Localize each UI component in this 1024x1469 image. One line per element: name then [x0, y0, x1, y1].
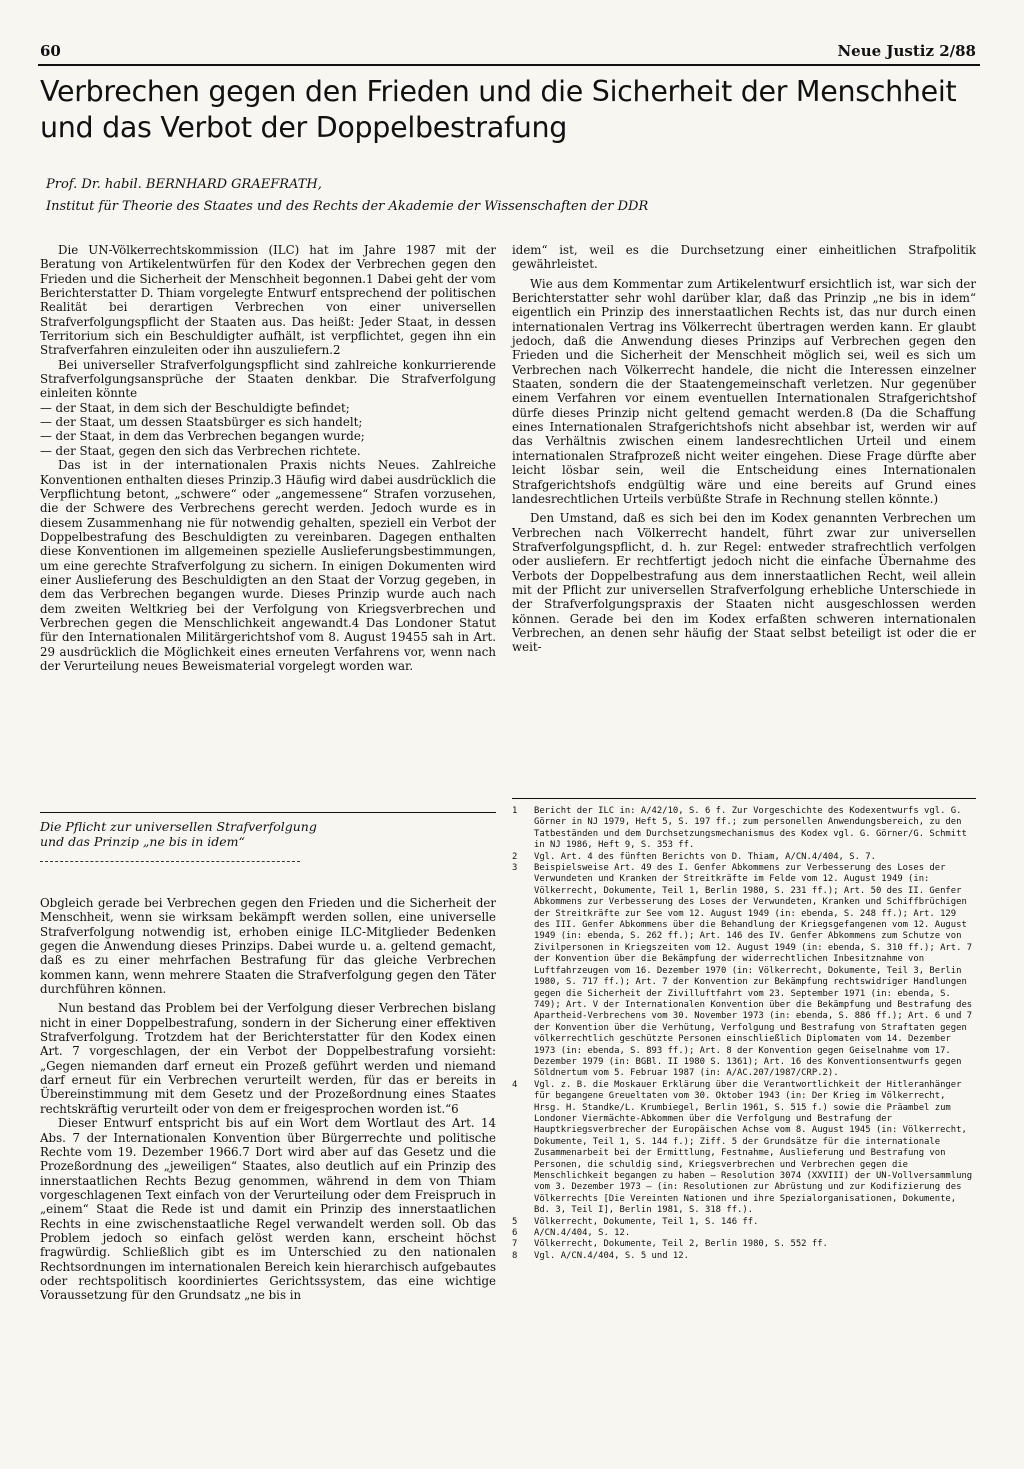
- section-heading-line: und das Prinzip „ne bis in idem“: [40, 834, 245, 849]
- footnote: [512, 1217, 976, 1228]
- footnote-number: 7: [512, 1239, 518, 1250]
- byline: [46, 174, 946, 218]
- footnote: [512, 1251, 976, 1262]
- paragraph: idem“ ist, weil es die Durchsetzung einer einheitlichen Strafpolitik gewährleistet.: [512, 243, 976, 272]
- footnote-number: 2: [512, 851, 518, 862]
- list-item: — der Staat, um dessen Staatsbürger es sich handelt;: [40, 415, 496, 429]
- footnote: [512, 1239, 976, 1250]
- left-column-top: [40, 243, 496, 673]
- paragraph: Wie aus dem Kommentar zum Artikelentwurf ersichtlich ist, war sich der Berichterstatter sehr wohl darüber klar, daß das Prinzip „ne bis in idem“ eigentlich ein Prinzip des innerstaatlichen Rechts ist, das nur durch einen internationalen Vertrag ins Völkerrecht übertragen werden kann. Er glaubt jedoch, daß die Anwendung dieses Prinzips auf Verbrechen gegen den Frieden und die Sicherheit der Menschheit möglich sei, weil es sich um Verbrechen nach Völkerrecht handele, die nicht die Interessen einzelner Staaten, sondern die der Staatengemeinschaft verletzen. Nur gegenüber einem Verfahren vor einem eventuellen Internationalen Strafgerichtshof dürfe dieses Prinzip nicht geltend gemacht werden.8 (Da die Schaffung eines Internationalen Strafgerichtshofs nicht absehbar ist, werden wir auf das Verhältnis zwischen einem landesrechtlichen Urteil und einem internationalen Strafprozeß nicht weiter eingehen. Diese Frage dürfte aber leicht lösbar sein, weil die Entscheidung eines Internationalen Strafgerichtshofs endgültig wäre und eine bereits auf Grund eines landesrechtlichen Urteils verbüßte Strafe in Rechnung stellen könnte.): [512, 276, 976, 506]
- article-title: Verbrechen gegen den Frieden und die Sicherheit der Menschheit und das Verbot der Doppelbestrafung: [40, 75, 957, 144]
- footnote-text: Völkerrecht, Dokumente, Teil 1, S. 146 ff.: [534, 1216, 759, 1227]
- footnote-text: Vgl. A/CN.4/404, S. 5 und 12.: [534, 1250, 689, 1261]
- paragraph: Obgleich gerade bei Verbrechen gegen den Frieden und die Sicherheit der Menschheit, wenn sie wirksam bekämpft werden sollen, eine universelle Strafverfolgung notwendig ist, erhoben einige ILC-Mitglieder Bedenken gegen die Anwendung dieses Prinzips. Dabei wurde u. a. geltend gemacht, daß es zu einer mehrfachen Bestrafung für das gleiche Verbrechen kommen kann, wenn mehrere Staaten die Strafverfolgung gegen den Täter durchführen können.: [40, 896, 496, 997]
- footnote-number: 5: [512, 1216, 518, 1227]
- footnote: [512, 1228, 976, 1239]
- author-affiliation: Institut für Theorie des Staates und des Rechts der Akademie der Wissenschaften der DDR: [46, 199, 649, 214]
- footnote-text: Vgl. z. B. die Moskauer Erklärung über die Verantwortlichkeit der Hitleranhänger für begangene Greueltaten vom 30. Oktober 1943 (in: Der Krieg im Völkerrecht, Hrsg. H. Standke/L. Krumbiegel, Berlin 1961, S. 515 f.) sowie die Präambel zum Londoner Viermächte-Abkommen über die Verfolgung und Bestrafung der Hauptkriegsverbrecher der Europäischen Achse vom 8. August 1945 (in: Völkerrecht, Dokumente, Teil 1, S. 144 f.); Ziff. 5 der Grundsätze für die internationale Zusammenarbeit bei der Ermittlung, Festnahme, Auslieferung und Bestrafung von Personen, die schuldig sind, Kriegsverbrechen und Verbrechen gegen die Menschlichkeit begangen zu haben – Resolution 3074 (XXVIII) der UN-Vollversammlung vom 3. Dezember 1973 – (in: Resolutionen zur Abrüstung und zur Kodifizierung des Völkerrechts [Die Vereinten Nationen und ihre Spezialorganisationen, Dokumente, Bd. 3, Teil I], Berlin 1981, S. 318 ff.).: [534, 1079, 973, 1216]
- author-name: Prof. Dr. habil. BERNHARD GRAEFRATH,: [46, 177, 322, 192]
- footnote: [512, 1080, 976, 1217]
- footnote-number: 4: [512, 1079, 518, 1090]
- paragraph: Das ist in der internationalen Praxis nichts Neues. Zahlreiche Konventionen enthalten dieses Prinzip.3 Häufig wird dabei ausdrücklich die Verpflichtung betont, „schwere“ oder „angemessene“ Strafen vorzusehen, die der Schwere des Verbrechens gerecht werden. Jedoch wurde es in diesem Zusammenhang nie für notwendig gehalten, speziell ein Verbot der Doppelbestrafung des Beschuldigten zu vereinbaren. Dagegen enthalten diese Konventionen im allgemeinen spezielle Auslieferungsbestimmungen, um eine gerechte Strafverfolgung zu sichern. In einigen Dokumenten wird einer Auslieferung des Beschuldigten an den Staat der Vorzug gegeben, in dem das Verbrechen begangen wurde. Dieses Prinzip wurde auch nach dem zweiten Weltkrieg bei der Verfolgung von Kriegsverbrechen und Verbrechen gegen die Menschlichkeit angewandt.4 Das Londoner Statut für den Internationalen Militärgerichtshof vom 8. August 19455 sah in Art. 29 ausdrücklich die Möglichkeit eines erneuten Verfahrens vor, wenn nach der Verurteilung neues Beweismaterial vorgelegt worden war.: [40, 458, 496, 673]
- header-rule: [38, 64, 980, 66]
- paragraph: Bei universeller Strafverfolgungspflicht sind zahlreiche konkurrierende Strafverfolgungsansprüche der Staaten denkbar. Die Strafverfolgung einleiten könnte: [40, 357, 496, 401]
- footnote: [512, 806, 976, 852]
- footnotes: [512, 806, 976, 1262]
- footnote-number: 8: [512, 1250, 518, 1261]
- paragraph: Dieser Entwurf entspricht bis auf ein Wort dem Wortlaut des Art. 14 Abs. 7 der Internationalen Konvention über Bürgerrechte und politische Rechte vom 19. Dezember 1966.7 Dort wird aber auf das Gesetz und die Prozeßordnung des „jeweiligen“ Staates, also deutlich auf ein Prinzip des innerstaatlichen Rechts Bezug genommen, während in dem von Thiam vorgeschlagenen Text einfach von der Verurteilung oder dem Freispruch in „einem“ Staat die Rede ist und damit ein Prinzip des innerstaatlichen Rechts in eine zwischenstaatliche Regel verwandelt werden soll. Ob das Problem jedoch so einfach gelöst werden kann, erscheint höchst fragwürdig. Schließlich gibt es im Unterschied zu den nationalen Rechtsordnungen im internationalen Bereich kein hierarchisch aufgebautes oder rechtspolitisch koordiniertes Gerichtssystem, das eine wichtige Voraussetzung für den Grundsatz „ne bis in: [40, 1116, 496, 1303]
- footnote-text: Vgl. Art. 4 des fünften Berichts von D. Thiam, A/CN.4/404, S. 7.: [534, 851, 876, 862]
- left-column-bottom: [40, 896, 496, 1303]
- footnote-rule: [512, 798, 976, 799]
- paragraph: Die UN-Völkerrechtskommission (ILC) hat im Jahre 1987 mit der Beratung von Artikelentwürfen für den Kodex der Verbrechen gegen den Frieden und die Sicherheit der Menschheit begonnen.1 Dabei geht der vom Berichterstatter D. Thiam vorgelegte Entwurf entsprechend der politischen Realität bei derartigen Verbrechen von einer universellen Strafverfolgungspflicht der Staaten aus. Das heißt: Jeder Staat, in dessen Territorium sich ein Beschuldigter aufhält, ist verpflichtet, gegen ihn ein Strafverfahren einzuleiten oder ihn auszuliefern.2: [40, 243, 496, 358]
- section-heading: [40, 812, 496, 862]
- list-item: — der Staat, in dem das Verbrechen begangen wurde;: [40, 429, 496, 443]
- section-rule: [40, 861, 300, 862]
- footnote-text: Bericht der ILC in: A/42/10, S. 6 f. Zur Vorgeschichte des Kodexentwurfs vgl. G. Görner in NJ 1979, Heft 5, S. 197 ff.; zum personellen Anwendungsbereich, zu den Tatbeständen und dem Durchsetzungsmechanismus des Kodex vgl. G. Görner/G. Schmitt in NJ 1986, Heft 9, S. 353 ff.: [534, 806, 967, 851]
- footnote-number: 6: [512, 1228, 518, 1239]
- list-item: — der Staat, gegen den sich das Verbrechen richtete.: [40, 444, 496, 458]
- footnote-text: A/CN.4/404, S. 12.: [534, 1228, 631, 1239]
- page-number: 60: [40, 42, 61, 60]
- journal-issue: Neue Justiz 2/88: [837, 42, 976, 60]
- footnote: [512, 863, 976, 1080]
- footnote-text: Beispielsweise Art. 49 des I. Genfer Abkommens zur Verbesserung des Loses der Verwundeten und Kranken der Streitkräfte im Felde vom 12. August 1949 (in: Völkerrecht, Dokumente, Teil 1, Berlin 1980, S. 231 ff.); Art. 50 des II. Genfer Abkommens zur Verbesserung des Loses der Verwundeten, Kranken und Schiffbrüchigen der Streitkräfte zur See vom 12. August 1949 (in: ebenda, S. 248 ff.); Art. 129 des III. Genfer Abkommens über die Behandlung der Kriegsgefangenen vom 12. August 1949 (in: ebenda, S. 262 ff.); Art. 146 des IV. Genfer Abkommens zum Schutze von Zivilpersonen in Kriegszeiten vom 12. August 1949 (in: ebenda, S. 310 ff.); Art. 7 der Konvention über die Bekämpfung der widerrechtlichen Inbesitznahme von Luftfahrzeugen vom 16. Dezember 1970 (in: Völkerrecht, Dokumente, Teil 3, Berlin 1980, S. 717 ff.); Art. 7 der Konvention zur Bekämpfung rechtswidriger Handlungen gegen die Sicherheit der Zivilluftfahrt vom 23. September 1971 (in: ebenda, S. 749); Art. V der Internationalen Konvention über die Bekämpfung und Bestrafung des Apartheid-Verbrechens vom 30. November 1973 (in: ebenda, S. 886 ff.); Art. 6 und 7 der Konvention über die Verhütung, Verfolgung und Bestrafung von Straftaten gegen völkerrechtlich geschützte Personen einschließlich Diplomaten vom 14. Dezember 1973 (in: ebenda, S. 893 ff.); Art. 8 der Konvention gegen Geiselnahme vom 17. Dezember 1979 (in: BGBl. II 1980 S. 1361); Art. 16 des Konventionsentwurfs gegen Söldnertum vom 5. Februar 1987 (in: A/AC.207/1987/CRP.2).: [534, 863, 973, 1079]
- footnote-text: Völkerrecht, Dokumente, Teil 2, Berlin 1980, S. 552 ff.: [534, 1239, 828, 1250]
- state-list: [40, 401, 496, 458]
- paragraph: Nun bestand das Problem bei der Verfolgung dieser Verbrechen bislang nicht in einer Doppelbestrafung, sondern in der Sicherung einer effektiven Strafverfolgung. Trotzdem hat der Berichterstatter für den Kodex einen Art. 7 vorgeschlagen, der ein Verbot der Doppelbestrafung vorsieht: „Gegen niemanden darf erneut ein Prozeß geführt werden und niemand darf erneut für ein Verbrechen verurteilt werden, für das er bereits in Übereinstimmung mit dem Gesetz und der Prozeßordnung eines Staates rechtskräftig verurteilt oder von dem er freigesprochen worden ist.“6: [40, 1001, 496, 1116]
- footnote-number: 1: [512, 806, 518, 816]
- footnote: [512, 852, 976, 863]
- section-heading-line: Die Pflicht zur universellen Strafverfolgung: [40, 819, 317, 834]
- right-column-top: [512, 243, 976, 655]
- footnote-number: 3: [512, 863, 518, 874]
- list-item: — der Staat, in dem sich der Beschuldigte befindet;: [40, 401, 496, 415]
- paragraph: Den Umstand, daß es sich bei den im Kodex genannten Verbrechen um Verbrechen nach Völkerrecht handelt, führt zwar zur universellen Strafverfolgungspflicht, d. h. zur Regel: entweder strafrechtlich verfolgen oder ausliefern. Er rechtfertigt jedoch nicht die einfache Übernahme des Verbots der Doppelbestrafung aus dem innerstaatlichen Recht, weil allein mit der Pflicht zur universellen Strafverfolgung erhebliche Unterschiede in der Strafverfolgungspraxis der Staaten nicht ausgeschlossen werden können. Gerade bei den im Kodex erfaßten schweren internationalen Verbrechen, an denen sehr häufig der Staat selbst beteiligt ist oder die er weit-: [512, 511, 976, 655]
